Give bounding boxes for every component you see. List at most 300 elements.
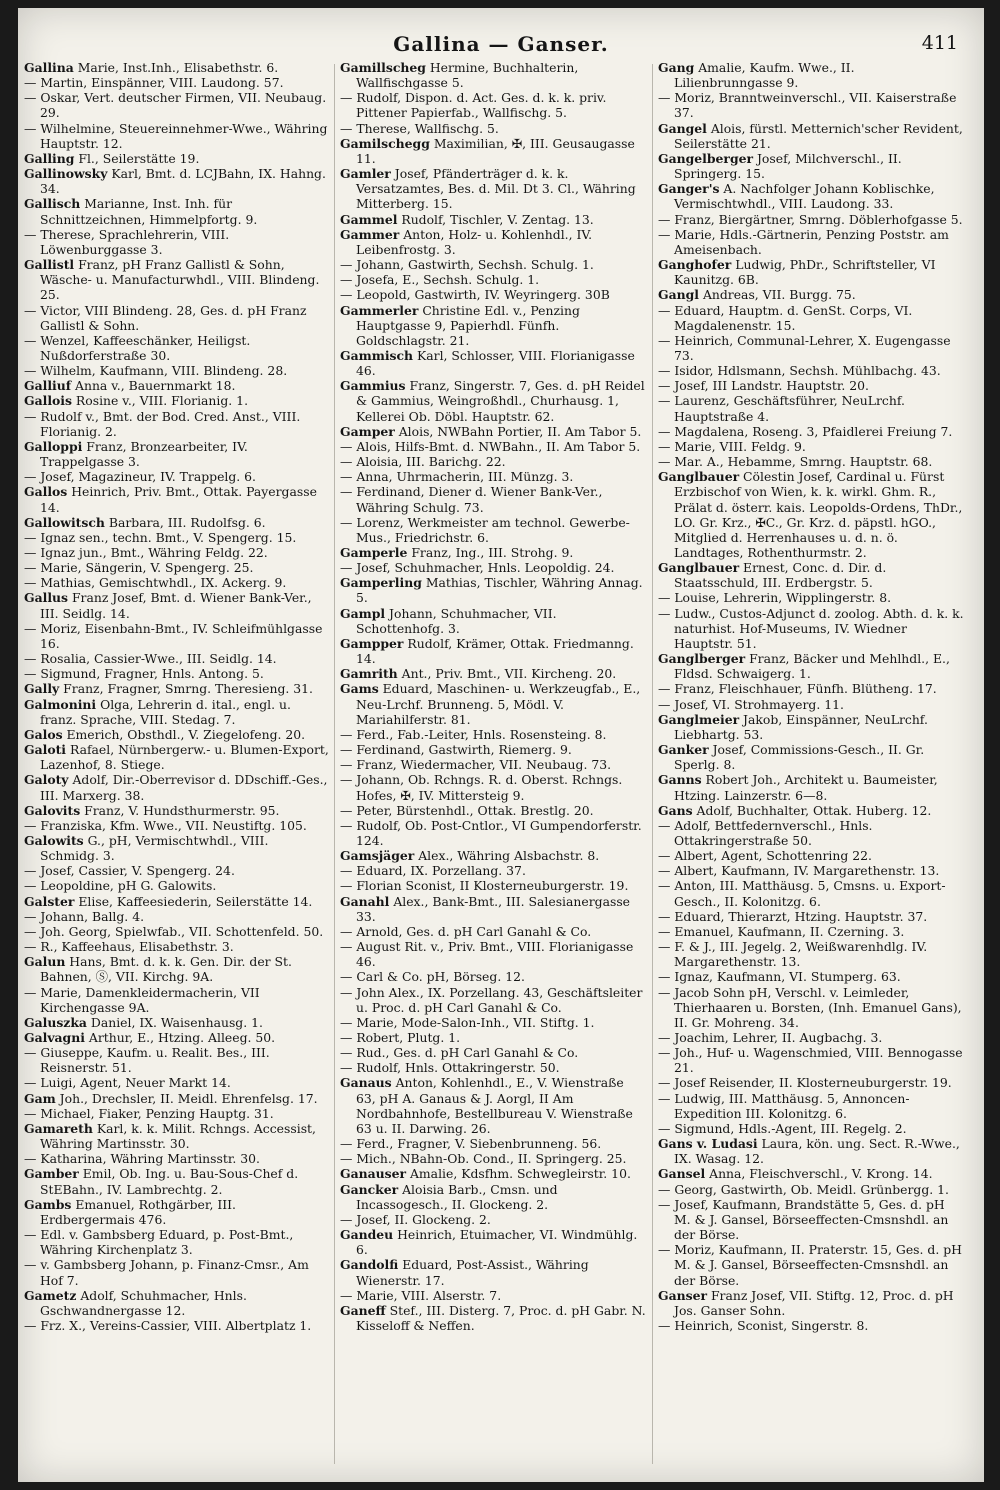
entry-text: — Marie, VIII. Alserstr. 7. xyxy=(340,1287,502,1303)
entry-text: Emil, Ob. Ing. u. Bau-Sous-Chef d. StEBahn., IV. Lambrechtg. 2. xyxy=(40,1166,299,1197)
entry-surname: Ganahl xyxy=(340,893,390,909)
entry-text: — Franziska, Kfm. Wwe., VII. Neustiftg. 105. xyxy=(24,817,307,833)
entry-surname: Gampper xyxy=(340,635,404,651)
directory-entry xyxy=(340,772,646,802)
entry-surname: Gallina xyxy=(24,60,74,75)
entry-text: — Robert, Plutg. 1. xyxy=(340,1030,461,1045)
entry-text: Andreas, VII. Burgg. 75. xyxy=(699,287,856,303)
entry-surname: Gally xyxy=(24,681,60,697)
entry-text: Alois, fürstl. Metternich'scher Revident, Seilerstätte 21. xyxy=(674,120,963,151)
directory-entry xyxy=(24,560,330,575)
entry-surname: Gammisch xyxy=(340,347,414,363)
entry-text: — Wilhelmine, Steuereinnehmer-Wwe., Währing Hauptstr. 12. xyxy=(24,120,328,151)
directory-entry xyxy=(24,196,330,226)
entry-text: Franz, Bäcker und Mehlhdl., E., Fldsd. Schwaigerg. 1. xyxy=(674,651,950,682)
entry-text: — Laurenz, Geschäftsführer, NeuLrchf. Hauptstraße 4. xyxy=(658,393,905,424)
directory-entry xyxy=(658,878,964,908)
entry-text: — Josef, VI. Strohmayerg. 11. xyxy=(658,696,844,712)
directory-entry xyxy=(340,136,646,166)
entry-text: — Josef, Schuhmacher, Hnls. Leopoldig. 24. xyxy=(340,560,615,576)
entry-surname: Gallois xyxy=(24,393,72,409)
entry-text: — Frz. X., Vereins-Cassier, VIII. Albertplatz 1. xyxy=(24,1317,312,1333)
entry-text: — F. & J., III. Jegelg. 2, Weißwarenhdlg. IV. Margarethenstr. 13. xyxy=(658,939,928,970)
entry-text: — Eduard, IX. Porzellang. 37. xyxy=(340,863,526,879)
directory-entry xyxy=(340,1166,646,1181)
directory-entry xyxy=(24,939,330,954)
entry-text: — Leopoldine, pH G. Galowits. xyxy=(24,878,217,894)
entry-text: Jakob, Einspänner, NeuLrchf. Liebhartg. 53. xyxy=(674,711,928,742)
directory-entry xyxy=(24,742,330,772)
directory-entry xyxy=(340,969,646,984)
entry-surname: Ganser xyxy=(658,1287,708,1303)
directory-entry xyxy=(658,1182,964,1197)
directory-entry xyxy=(340,1288,646,1303)
directory-entry xyxy=(658,1197,964,1242)
directory-entry xyxy=(658,378,964,393)
entry-text: Ernest, Conc. d. Dir. d. Staatsschuld, III. Erdbergstr. 5. xyxy=(674,560,887,591)
entry-text: — Jacob Sohn pH, Verschl. v. Leimleder, Thierhaaren u. Borsten, (Inh. Emanuel Gans), II. Gr. Mohreng. 34. xyxy=(658,984,962,1030)
entry-text: — Rudolf, Dispon. d. Act. Ges. d. k. k. priv. Pittener Papierfab., Wallfischg. 5. xyxy=(340,90,607,121)
directory-entry xyxy=(24,1015,330,1030)
entry-text: — Franz, Biergärtner, Smrng. Döblerhofgasse 5. xyxy=(658,211,963,227)
directory-entry xyxy=(24,924,330,939)
entry-surname: Ganglbauer xyxy=(658,469,740,485)
directory-entry xyxy=(340,606,646,636)
entry-text: Franz Josef, Bmt. d. Wiener Bank-Ver., III. Seidlg. 14. xyxy=(40,590,312,621)
entry-text: Johann, Schuhmacher, VII. Schottenhofg. 3. xyxy=(356,605,557,636)
directory-entry xyxy=(658,803,964,818)
directory-entry xyxy=(340,1060,646,1075)
directory-entry xyxy=(658,590,964,605)
directory-entry xyxy=(24,257,330,302)
directory-page xyxy=(18,8,984,1482)
entry-text: Franz, V. Hundsthurmerstr. 95. xyxy=(80,802,280,818)
entry-text: — Edl. v. Gambsberg Eduard, p. Post-Bmt., Währing Kirchenplatz 3. xyxy=(24,1227,294,1258)
directory-entry xyxy=(658,969,964,984)
directory-entry xyxy=(340,939,646,969)
directory-entry xyxy=(24,439,330,469)
entry-text: Aloisia Barb., Cmsn. und Incassogesch., II. Glockeng. 2. xyxy=(356,1181,558,1212)
entry-text: — Moriz, Branntweinverschl., VII. Kaiserstraße 37. xyxy=(658,90,957,121)
entry-text: — Joh. Georg, Spielwfab., VII. Schottenfeld. 50. xyxy=(24,923,324,939)
directory-entry xyxy=(340,545,646,560)
entry-text: — Ferd., Fragner, V. Siebenbrunneng. 56. xyxy=(340,1136,602,1152)
directory-entry xyxy=(658,1318,964,1333)
directory-entry xyxy=(24,393,330,408)
entry-text: — Eduard, Thierarzt, Htzing. Hauptstr. 37. xyxy=(658,908,928,924)
entry-text: — Franz, Fleischhauer, Fünfh. Blütheng. 17. xyxy=(658,681,937,697)
entry-text: — Eduard, Hauptm. d. GenSt. Corps, VI. Magdalenenstr. 15. xyxy=(658,302,913,333)
entry-text: — Peter, Bürstenhdl., Ottak. Brestlg. 20. xyxy=(340,802,594,818)
entry-text: Mathias, Tischler, Währing Annag. 5. xyxy=(356,575,643,606)
entry-text: — Ferd., Fab.-Leiter, Hnls. Rosensteing. 8. xyxy=(340,726,607,742)
entry-surname: Galun xyxy=(24,954,66,970)
entry-text: A. Nachfolger Johann Koblischke, Vermischtwhdl., VIII. Laudong. 33. xyxy=(674,181,935,212)
directory-entry xyxy=(24,227,330,257)
directory-entry xyxy=(24,60,330,75)
column-2 xyxy=(340,60,646,1470)
entry-surname: Gamber xyxy=(24,1166,79,1182)
entry-text: Hermine, Buchhalterin, Wallfischgasse 5. xyxy=(356,60,579,91)
entry-text: — Marie, Damenkleidermacherin, VII Kirchengasse 9A. xyxy=(24,984,260,1015)
entry-text: — Ludw., Custos-Adjunct d. zoolog. Abth. d. k. k. naturhist. Hof-Museums, IV. Wiedner Hauptstr. 51. xyxy=(658,605,964,651)
entry-surname: Ganker xyxy=(658,742,709,758)
entry-text: — Franz, Wiedermacher, VII. Neubaug. 73. xyxy=(340,757,612,773)
directory-entry xyxy=(24,75,330,90)
directory-entry xyxy=(24,1121,330,1151)
entry-text: — Mathias, Gemischtwhdl., IX. Ackerg. 9. xyxy=(24,575,287,591)
directory-entry xyxy=(658,363,964,378)
directory-entry xyxy=(340,424,646,439)
directory-entry xyxy=(658,1091,964,1121)
entry-text: Heinrich, Priv. Bmt., Ottak. Payergasse 14. xyxy=(40,484,317,515)
entry-text: Rudolf, Krämer, Ottak. Friedmanng. 14. xyxy=(356,635,634,667)
entry-text: — Isidor, Hdlsmann, Sechsh. Mühlbachg. 43. xyxy=(658,363,941,379)
entry-text: — Rosalia, Cassier-Wwe., III. Seidlg. 14. xyxy=(24,651,277,667)
directory-entry xyxy=(340,303,646,348)
directory-entry xyxy=(24,863,330,878)
directory-entry xyxy=(24,378,330,393)
entry-text: Arthur, E., Htzing. Alleeg. 50. xyxy=(84,1030,276,1045)
directory-entry xyxy=(658,1075,964,1090)
entry-text: Franz, Bronzearbeiter, IV. Trappelgasse 3. xyxy=(40,438,248,470)
entry-surname: Gallos xyxy=(24,484,68,500)
directory-entry xyxy=(340,1030,646,1045)
entry-text: Laura, kön. ung. Sect. R.-Wwe., IX. Wasag. 12. xyxy=(674,1136,960,1167)
directory-entry xyxy=(658,393,964,423)
entry-text: — Emanuel, Kaufmann, II. Czerning. 3. xyxy=(658,923,905,939)
directory-entry xyxy=(340,727,646,742)
directory-entry xyxy=(658,909,964,924)
entry-text: — Adolf, Bettfedernverschl., Hnls. Ottakringerstraße 50. xyxy=(658,817,873,848)
entry-text: Robert Joh., Architekt u. Baumeister, Htzing. Lainzerstr. 6—8. xyxy=(674,772,938,803)
directory-entry xyxy=(340,439,646,454)
directory-entry xyxy=(658,939,964,969)
directory-entry xyxy=(24,1288,330,1318)
directory-entry xyxy=(24,1257,330,1287)
entry-text: Anna v., Bauernmarkt 18. xyxy=(71,378,236,394)
entry-text: Karl, Bmt. d. LCJBahn, IX. Hahng. 34. xyxy=(40,166,326,197)
entry-surname: Gammius xyxy=(340,378,406,394)
directory-entry xyxy=(658,121,964,151)
directory-entry xyxy=(658,454,964,469)
entry-text: Ant., Priv. Bmt., VII. Kircheng. 20. xyxy=(397,666,617,682)
entry-text: Karl, k. k. Milit. Rchngs. Accessist, Währing Martinsstr. 30. xyxy=(40,1120,316,1152)
entry-surname: Gametz xyxy=(24,1287,77,1303)
column-1 xyxy=(24,60,330,1470)
directory-entry xyxy=(658,469,964,560)
directory-entry xyxy=(24,894,330,909)
directory-entry xyxy=(24,1318,330,1333)
entry-text: Franz, pH Franz Gallistl & Sohn, Wäsche- u. Manufacturwhdl., VIII. Blindeng. 25. xyxy=(40,257,320,303)
entry-text: Cölestin Josef, Cardinal u. Fürst Erzbischof von Wien, k. k. wirkl. Ghm. R., Prälat d. österr. kais. Leopolds-Ordens, ThDr., LO. Gr. Krz., ✠C., Gr. Krz. d. päpstl. hGO., Mitglied d. Herrenhauses u. d. n. ö. Landtages, Rothenthurmstr. 2. xyxy=(674,469,963,560)
entry-surname: Galowits xyxy=(24,832,84,848)
directory-entry xyxy=(340,348,646,378)
entry-text: — Louise, Lehrerin, Wipplingerstr. 8. xyxy=(658,590,892,606)
directory-entry xyxy=(340,848,646,863)
entry-text: — Martin, Einspänner, VIII. Laudong. 57. xyxy=(24,75,284,91)
entry-text: Amalie, Kaufm. Wwe., II. Lilienbrunngasse 9. xyxy=(674,60,855,91)
directory-entry xyxy=(24,303,330,333)
entry-surname: Gammerler xyxy=(340,302,419,318)
entry-text: Franz, Fragner, Smrng. Theresieng. 31. xyxy=(59,681,313,697)
entry-text: — Ludwig, III. Matthäusg. 5, Annoncen-Expedition III. Kolonitzg. 6. xyxy=(658,1090,910,1121)
directory-entry xyxy=(340,484,646,514)
entry-surname: Gallus xyxy=(24,590,69,606)
directory-entry xyxy=(24,90,330,120)
directory-entry xyxy=(24,878,330,893)
entry-text: — Ignaz, Kaufmann, VI. Stumperg. 63. xyxy=(658,969,901,985)
entry-text: — Victor, VIII Blindeng. 28, Ges. d. pH Franz Gallistl & Sohn. xyxy=(24,302,307,333)
entry-surname: Gambs xyxy=(24,1196,72,1212)
entry-surname: Gamillscheg xyxy=(340,60,426,75)
entry-text: — Joh., Huf- u. Wagenschmied, VIII. Bennogasse 21. xyxy=(658,1045,963,1076)
entry-text: Joh., Drechsler, II. Meidl. Ehrenfelsg. 17. xyxy=(55,1090,318,1106)
entry-surname: Ganger's xyxy=(658,181,720,197)
entry-surname: Ganglberger xyxy=(658,651,746,667)
directory-entry xyxy=(658,1242,964,1287)
directory-entry xyxy=(340,894,646,924)
directory-entry xyxy=(658,697,964,712)
directory-entry xyxy=(24,1091,330,1106)
entry-text: Rudolf, Tischler, V. Zentag. 13. xyxy=(397,211,594,227)
directory-entry xyxy=(658,287,964,302)
entry-text: — Giuseppe, Kaufm. u. Realit. Bes., III. Reisnerstr. 51. xyxy=(24,1045,270,1076)
directory-entry xyxy=(340,90,646,120)
directory-entry xyxy=(24,681,330,696)
entry-surname: Galliuf xyxy=(24,378,72,394)
directory-entry xyxy=(658,863,964,878)
directory-entry xyxy=(24,1197,330,1227)
page-number: 411 xyxy=(921,32,958,54)
entry-text: — Michael, Fiaker, Penzing Hauptg. 31. xyxy=(24,1105,274,1121)
directory-entry xyxy=(340,985,646,1015)
entry-surname: Galloppi xyxy=(24,438,83,454)
directory-entry xyxy=(24,1151,330,1166)
entry-surname: Galos xyxy=(24,726,63,742)
directory-entry xyxy=(340,60,646,90)
entry-text: Hans, Bmt. d. k. k. Gen. Dir. der St. Bahnen, Ⓢ, VII. Kirchg. 9A. xyxy=(40,954,292,985)
directory-entry xyxy=(24,833,330,863)
entry-text: — Therese, Sprachlehrerin, VIII. Löwenburggasse 3. xyxy=(24,226,230,257)
entry-surname: Ganglbauer xyxy=(658,560,740,576)
directory-entry xyxy=(658,1136,964,1166)
entry-text: — Alois, Hilfs-Bmt. d. NWBahn., II. Am Tabor 5. xyxy=(340,438,641,454)
entry-surname: Gangel xyxy=(658,120,707,136)
entry-surname: Ganauser xyxy=(340,1166,407,1182)
entry-text: — Florian Sconist, II Klosterneuburgerstr. 19. xyxy=(340,878,629,894)
directory-entry xyxy=(340,212,646,227)
entry-text: — Rudolf v., Bmt. der Bod. Cred. Anst., VIII. Florianig. 2. xyxy=(24,408,301,439)
entry-text: Alex., Währing Alsbachstr. 8. xyxy=(414,848,600,864)
entry-surname: Gamilschegg xyxy=(340,135,430,151)
entry-text: Josef, Pfänderträger d. k. k. Versatzamtes, Bes. d. Mil. Dt 3. Cl., Währing Mitterberg. 15. xyxy=(356,166,636,212)
entry-text: — Heinrich, Sconist, Singerstr. 8. xyxy=(658,1317,869,1333)
directory-entry xyxy=(24,1075,330,1090)
entry-text: Karl, Schlosser, VIII. Florianigasse 46. xyxy=(356,347,635,379)
entry-surname: Gans xyxy=(658,802,693,818)
entry-text: Marianne, Inst. Inh. für Schnittzeichnen, Himmelpfortg. 9. xyxy=(40,196,258,227)
entry-text: Elise, Kaffeesiederin, Seilerstätte 14. xyxy=(74,893,313,909)
directory-entry xyxy=(24,818,330,833)
entry-text: Josef, Milchverschl., II. Springerg. 15. xyxy=(674,150,902,182)
entry-text: — Josefa, E., Sechsh. Schulg. 1. xyxy=(340,272,540,288)
directory-entry xyxy=(658,424,964,439)
entry-text: — Wenzel, Kaffeeschänker, Heiligst. Nußdorferstraße 30. xyxy=(24,332,251,363)
entry-text: — Marie, Hdls.-Gärtnerin, Penzing Poststr. am Ameisenbach. xyxy=(658,226,949,257)
directory-entry xyxy=(340,1136,646,1151)
entry-text: Heinrich, Etuimacher, VI. Windmühlg. 6. xyxy=(356,1227,638,1258)
entry-text: — Mich., NBahn-Ob. Cond., II. Springerg. 25. xyxy=(340,1151,627,1167)
directory-entry xyxy=(340,469,646,484)
entry-text: — Josef, II. Glockeng. 2. xyxy=(340,1211,491,1227)
entry-text: — Josef Reisender, II. Klosterneuburgerstr. 19. xyxy=(658,1075,952,1091)
directory-entry xyxy=(658,1030,964,1045)
entry-text: Alex., Bank-Bmt., III. Salesianergasse 33. xyxy=(356,893,631,924)
directory-entry xyxy=(24,621,330,651)
directory-entry xyxy=(24,166,330,196)
directory-entry xyxy=(24,1030,330,1045)
entry-surname: Ganeff xyxy=(340,1302,386,1318)
directory-entry xyxy=(24,575,330,590)
directory-entry xyxy=(340,1182,646,1212)
directory-entry xyxy=(24,363,330,378)
directory-entry xyxy=(340,803,646,818)
entry-text: — Oskar, Vert. deutscher Firmen, VII. Neubaug. 29. xyxy=(24,90,327,121)
directory-entry xyxy=(24,651,330,666)
entry-text: Fl., Seilerstätte 19. xyxy=(74,150,200,166)
entry-surname: Ganns xyxy=(658,772,702,788)
directory-entry xyxy=(24,772,330,802)
entry-text: — Albert, Agent, Schottenring 22. xyxy=(658,848,872,864)
entry-surname: Galvagni xyxy=(24,1030,85,1045)
directory-entry xyxy=(24,590,330,620)
entry-surname: Gamsjäger xyxy=(340,848,415,864)
entry-surname: Gamler xyxy=(340,166,391,182)
directory-entry xyxy=(340,1045,646,1060)
directory-entry xyxy=(658,60,964,90)
directory-entry xyxy=(24,151,330,166)
entry-surname: Gansel xyxy=(658,1166,706,1182)
entry-text: — Aloisia, III. Barichg. 22. xyxy=(340,454,506,470)
entry-surname: Gangelberger xyxy=(658,150,754,166)
entry-text: — Rud., Ges. d. pH Carl Ganahl & Co. xyxy=(340,1045,579,1061)
entry-text: Adolf, Schuhmacher, Hnls. Gschwandnergasse 12. xyxy=(40,1287,247,1318)
entry-surname: Ganaus xyxy=(340,1075,392,1091)
entry-text: — Therese, Wallfischg. 5. xyxy=(340,120,499,136)
entry-text: — Marie, Mode-Salon-Inh., VII. Stiftg. 1. xyxy=(340,1014,595,1030)
directory-entry xyxy=(340,1075,646,1136)
entry-text: — John Alex., IX. Porzellang. 43, Geschäftsleiter u. Proc. d. pH Carl Ganahl & Co. xyxy=(340,984,643,1015)
entry-text: — Josef, Cassier, V. Spengerg. 24. xyxy=(24,863,235,879)
entry-text: — Rudolf, Hnls. Ottakringerstr. 50. xyxy=(340,1060,560,1076)
entry-text: Anna, Fleischverschl., V. Krong. 14. xyxy=(705,1166,933,1182)
directory-entry xyxy=(24,727,330,742)
directory-entry xyxy=(658,848,964,863)
directory-entry xyxy=(340,757,646,772)
entry-text: Franz, Ing., III. Strohg. 9. xyxy=(407,545,574,560)
entry-text: — Moriz, Eisenbahn-Bmt., IV. Schleifmühlgasse 16. xyxy=(24,620,323,651)
directory-entry xyxy=(340,287,646,302)
entry-text: Franz, Singerstr. 7, Ges. d. pH Reidel & Gammius, Weingroßhdl., Churhausg. 1, Kellerei Ob. Döbl. Hauptstr. 62. xyxy=(356,378,645,424)
directory-entry xyxy=(658,742,964,772)
entry-text: — Carl & Co. pH, Börseg. 12. xyxy=(340,969,525,985)
directory-entry xyxy=(340,454,646,469)
entry-surname: Galoti xyxy=(24,742,67,758)
directory-entry xyxy=(658,1045,964,1075)
directory-entry xyxy=(658,818,964,848)
entry-text: Adolf, Dir.-Oberrevisor d. DDschiff.-Ges., III. Marxerg. 38. xyxy=(40,772,328,803)
entry-text: — Mar. A., Hebamme, Smrng. Hauptstr. 68. xyxy=(658,454,933,470)
entry-surname: Gallisch xyxy=(24,196,81,212)
entry-surname: Gallinowsky xyxy=(24,166,108,182)
entry-text: Christine Edl. v., Penzing Hauptgasse 9, Papierhdl. Fünfh. Goldschlagstr. 21. xyxy=(356,302,580,348)
column-divider xyxy=(652,64,653,1464)
entry-surname: Gams xyxy=(340,681,379,697)
directory-entry xyxy=(24,1227,330,1257)
directory-entry xyxy=(658,227,964,257)
entry-surname: Galovits xyxy=(24,802,81,818)
entry-text: Rafael, Nürnbergerw.- u. Blumen-Export, Lazenhof, 8. Stiege. xyxy=(40,742,329,773)
entry-surname: Gamper xyxy=(340,423,395,439)
page-header xyxy=(18,28,984,58)
directory-entry xyxy=(24,803,330,818)
directory-entry xyxy=(24,515,330,530)
entry-surname: Gammer xyxy=(340,226,400,242)
directory-entry xyxy=(658,1166,964,1181)
entry-text: — Albert, Kaufmann, IV. Margarethenstr. 13. xyxy=(658,863,940,879)
entry-text: Emanuel, Rothgärber, III. Erdbergermais 476. xyxy=(40,1196,236,1227)
directory-entry xyxy=(24,484,330,514)
directory-entry xyxy=(24,469,330,484)
entry-text: Josef, Commissions-Gesch., II. Gr. Sperlg. 8. xyxy=(674,742,925,773)
entry-text: — Heinrich, Communal-Lehrer, X. Eugengasse 73. xyxy=(658,332,951,363)
directory-entry xyxy=(340,1257,646,1287)
directory-entry xyxy=(340,742,646,757)
entry-text: Barbara, III. Rudolfsg. 6. xyxy=(104,514,266,530)
entry-surname: Ganglmeier xyxy=(658,711,740,727)
entry-text: — v. Gambsberg Johann, p. Finanz-Cmsr., Am Hof 7. xyxy=(24,1257,309,1288)
directory-entry xyxy=(340,681,646,726)
directory-entry xyxy=(340,378,646,423)
entry-text: — Johann, Gastwirth, Sechsh. Schulg. 1. xyxy=(340,257,594,273)
entry-text: — Anton, III. Matthäusg. 5, Cmsns. u. Export-Gesch., II. Kolonitzg. 6. xyxy=(658,878,946,909)
entry-text: — Marie, Sängerin, V. Spengerg. 25. xyxy=(24,560,254,576)
directory-entry xyxy=(658,439,964,454)
directory-entry xyxy=(340,878,646,893)
directory-entry xyxy=(340,636,646,666)
entry-text: — Rudolf, Ob. Post-Cntlor., VI Gumpendorferstr. 124. xyxy=(340,817,642,848)
directory-entry xyxy=(658,772,964,802)
entry-surname: Galling xyxy=(24,150,75,166)
directory-entry xyxy=(340,227,646,257)
directory-entry xyxy=(340,575,646,605)
directory-entry xyxy=(658,712,964,742)
entry-surname: Gans v. Ludasi xyxy=(658,1136,758,1152)
directory-entry xyxy=(340,166,646,211)
entry-text: — Wilhelm, Kaufmann, VIII. Blindeng. 28. xyxy=(24,363,288,379)
directory-entry xyxy=(340,1015,646,1030)
directory-entry xyxy=(340,818,646,848)
entry-text: Olga, Lehrerin d. ital., engl. u. franz. Sprache, VIII. Stedag. 7. xyxy=(40,696,291,727)
directory-entry xyxy=(658,681,964,696)
entry-text: Eduard, Post-Assist., Währing Wienerstr. 17. xyxy=(356,1257,589,1288)
directory-entry xyxy=(658,1121,964,1136)
directory-entry xyxy=(24,954,330,984)
entry-text: Emerich, Obsthdl., V. Ziegelofeng. 20. xyxy=(62,726,306,742)
entry-surname: Gamperling xyxy=(340,575,422,591)
entry-text: Anton, Holz- u. Kohlenhdl., IV. Leibenfrostg. 3. xyxy=(356,226,593,257)
